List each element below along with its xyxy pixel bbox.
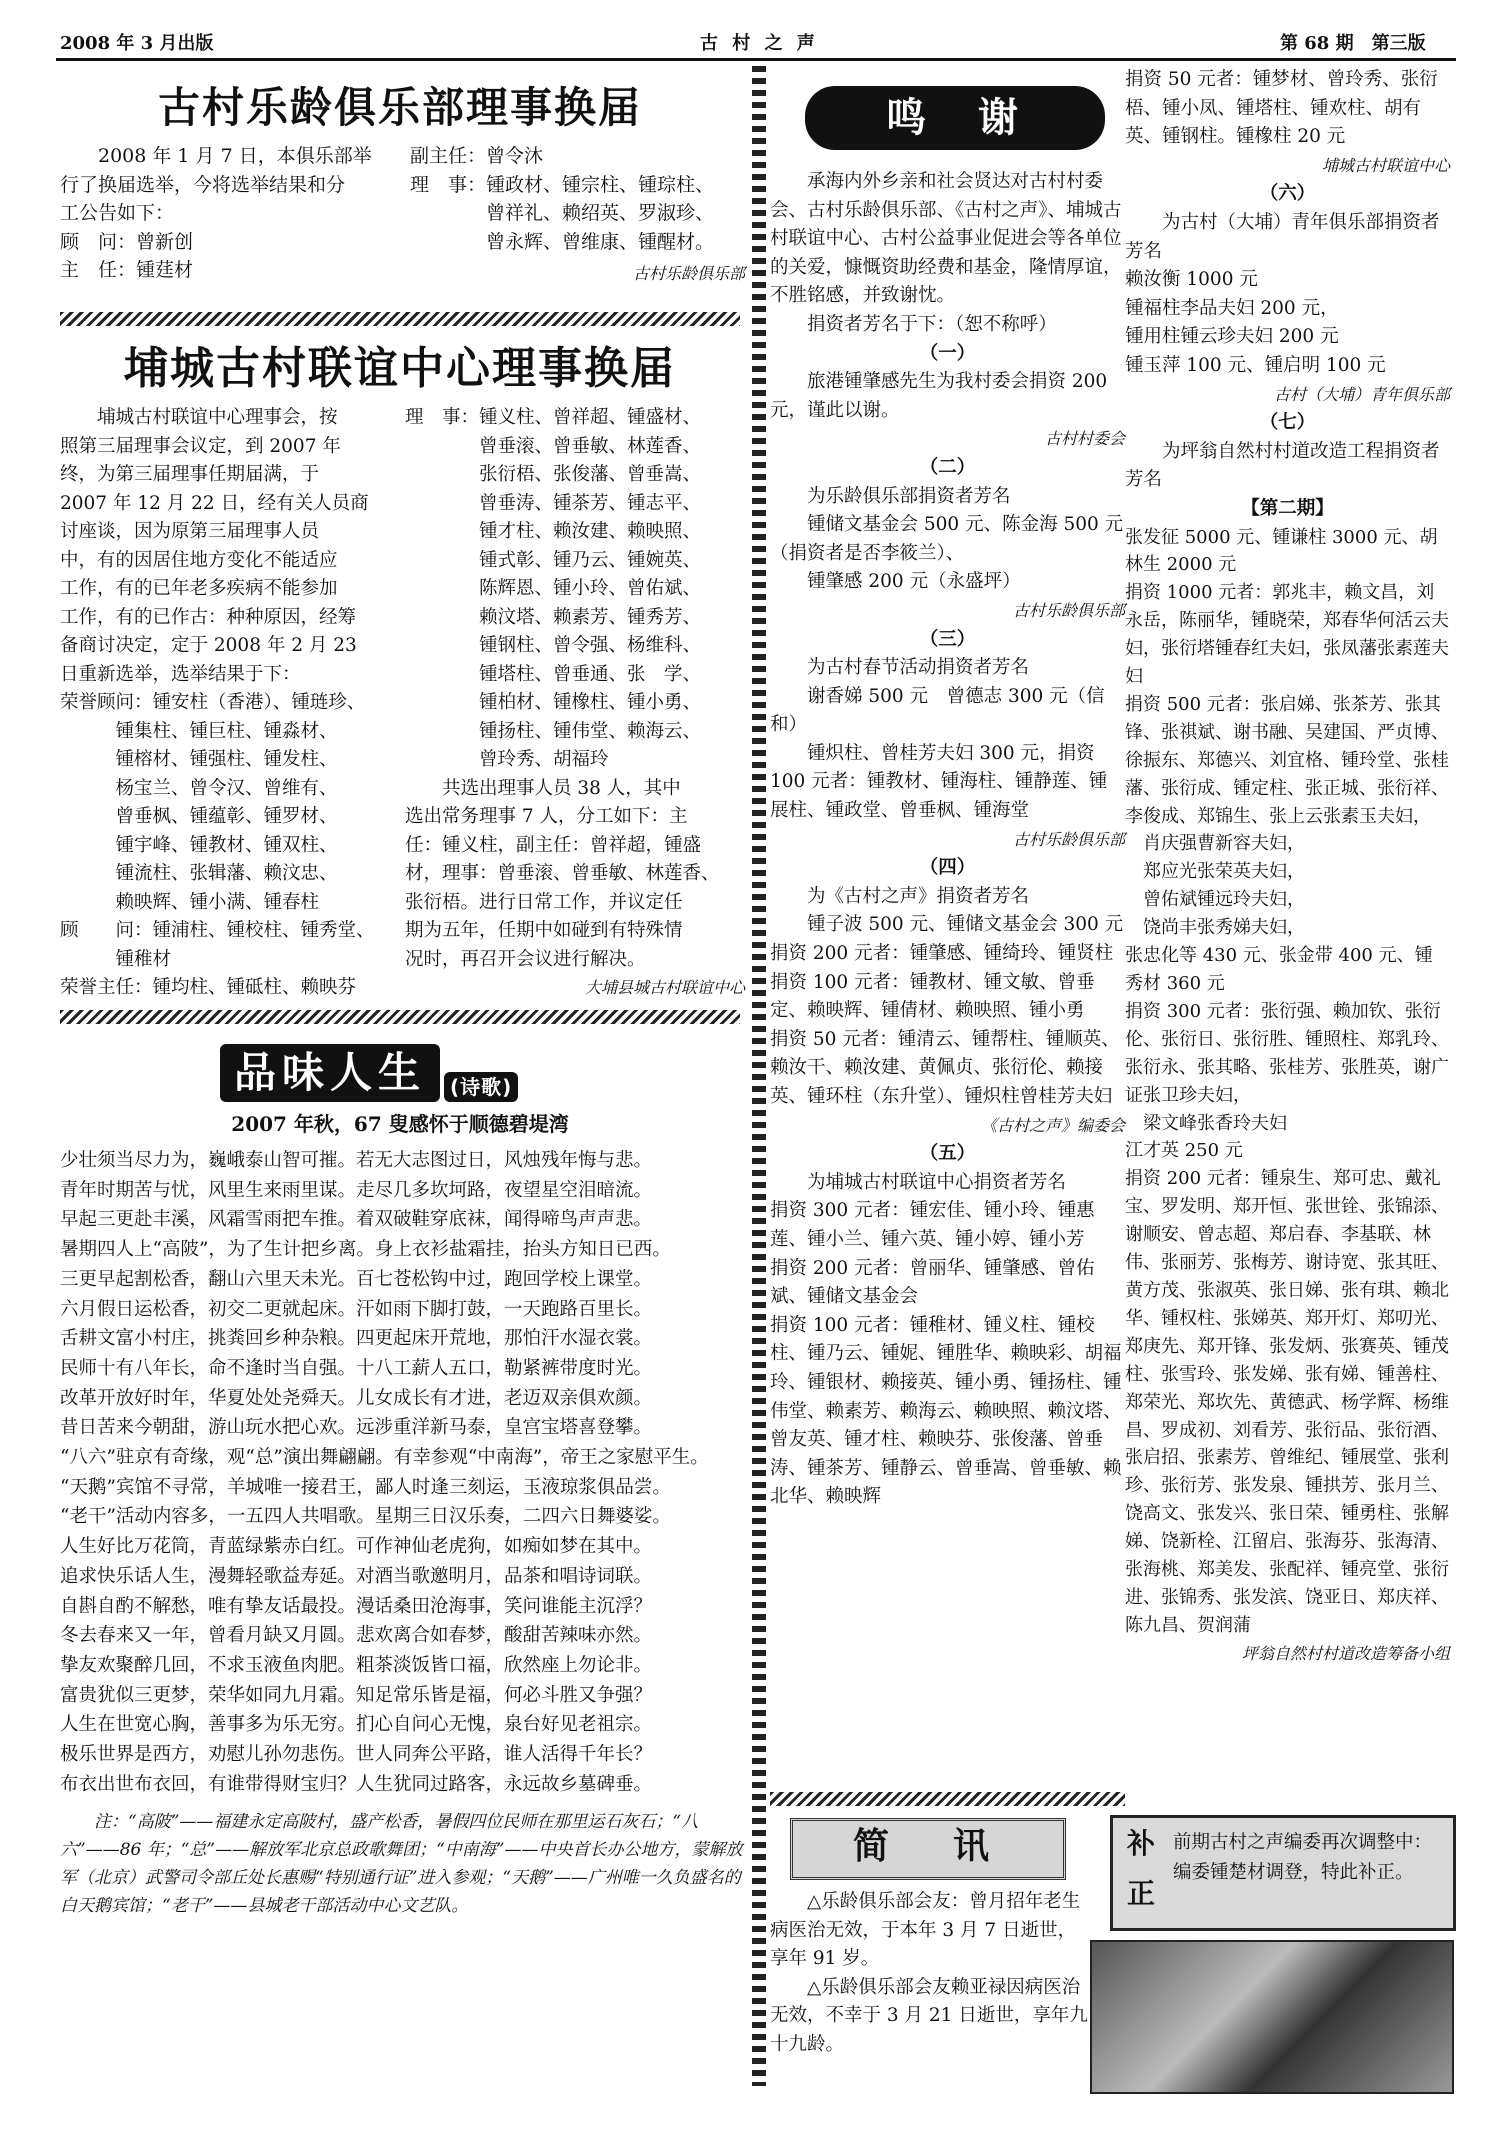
col3-s6-sig: 古村（大埔）青年俱乐部 [1273, 384, 1450, 404]
poem-line: 民师十有八年长，命不逢时当自强。十八工薪人五口，勒紧裤带度时光。 [60, 1357, 653, 1379]
article3-subtitle: 2007 年秋，67 叟感怀于顺德碧堤湾 [231, 1112, 569, 1136]
thanks-title: 鸣 谢 [805, 86, 1105, 150]
thanks-s1-sig: 古村村委会 [1044, 429, 1125, 449]
poem-line: “老干”活动内容多，一五四人共唱歌。星期三日汉乐奏，二四六日舞婆娑。 [60, 1506, 671, 1528]
poem-line: 极乐世界是西方，劝慰儿孙勿悲伤。世人同奔公平路，谁人活得千年长？ [60, 1744, 653, 1766]
article1-left-text: 2008 年 1 月 7 日，本俱乐部举 行了换届选举，今将选举结果和分 工公告如下： 顾 问：曾新创 主 任：锺莛材 [60, 145, 372, 282]
col3-s7-list: 张发征 5000 元、锺谦柱 3000 元、胡林生 2000 元 捐资 1000 元者：郭兆丰，赖文昌，刘永岳，陈丽华，锺晓荣，郑春华何活云夫妇，张衍塔锺春红夫妇，张凤藩张素莲夫妇 捐资 500 元者：张启娣、张茶芳、张其锋、张祺斌、谢书融、吴建国、严贞博、徐振东、郑德兴、刘宜格、锺玲堂、张桂藩、张衍成、锺定柱、张正城、张衍祥、李俊成、郑锦生、张上云张素玉夫妇， 肖庆强曹新容夫妇， 郑应光张荣英夫妇， 曾佑斌锺远玲夫妇， 饶尚丰张秀娣夫妇， 张忠化等 430 元、张金带 400 元、锺秀材 360 元 捐资 300 元者：张衍强、赖加钦、张衍伦、张衍日、张衍胜、锺照柱、郑乳玲、张衍永、张其略、张桂芳、张胜英，谢广证张卫珍夫妇， 梁文峰张香玲夫妇 江才英 250 元 捐资 200 元者：锺泉生、郑可忠、戴礼宝、罗发明、郑开恒、张世铨、张锦添、谢顺安、曾志超、郑启春、李基联、林伟、张丽芳、张梅芳、谢诗宽、张其旺、黄方茂、张淑英、张日娣、张有琪、赖北华、锺权柱、张娣英、郑开灯、郑叨光、郑庚先、郑开锋、张发炳、张赛英、锺茂柱、张雪玲、张发娣、张有娣、锺善柱、郑荣光、郑坎先、黄德武、杨学辉、杨维昌、罗成初、刘看芳、张衍品、张衍酒、张启招、张素芳、曾维纪、锺展堂、张利珍、张衍芳、张发泉、锺拱芳、张月兰、饶高文、张发兴、张日荣、锺勇柱、张解娣、饶新栓、江留启、张海芬、张海清、张海桃、郑美发、张配祥、锺亮堂、张衍进、张锦秀、张发滨、饶亚日、郑庆祥、陈九昌、贺润蒲 [1125, 526, 1449, 1636]
article1-right-text: 副主任：曾令沐 理 事：锺政材、锺宗柱、锺琮柱、 曾祥礼、赖绍英、罗淑珍、 曾永辉、曾维康、锺醒材。 [410, 145, 715, 253]
poem-line: 布衣出世布衣回，有谁带得财宝归？人生犹同过路客，永远故乡墓碑垂。 [60, 1773, 653, 1795]
poem-line: 人生在世宽心胸，善事多为乐无穷。扪心自问心无愧，泉台好见老祖宗。 [60, 1714, 653, 1736]
poem-body [60, 1146, 750, 1799]
article2-col1: 埔城古村联谊中心理事会，按 照第三届理事会议定，到 2007 年 终，为第三届理事任期届满，于 2007 年 12 月 22 日，经有关人员商 讨座谈，因为原第三届理事人员 中，有的因居住地方变化不能适应 工作，有的已年老多疾病不能参加 工作，有的已作古：种种原因，经筹 备商讨决定，定于 2008 年 2 月 23 日重新选举，选举结果于下： 荣誉顾问：锺安柱（香港）、锺琏珍、 锺集柱、锺巨柱、锺淼材、 锺榕材、锺强柱、锺发柱、 杨宝兰、曾令汉、曾维有、 曾垂枫、锺蕴彰、锺罗材、 锺宇峰、锺教材、锺双柱、 锺流柱、张辑藩、赖汶忠、 赖映辉、锺小满、锺春柱 顾 问：锺浦柱、锺校柱、锺秀堂、 锺稚材 荣誉主任：锺均柱、锺砥柱、赖映芬 [60, 407, 375, 998]
issue-date: 2008 年 3 月出版 [60, 33, 214, 54]
decorative-butterfly-image [1090, 1940, 1454, 2094]
article2-title: 埔城古村联谊中心理事换届 [124, 343, 676, 394]
thanks-s1-head: （一） [919, 342, 976, 364]
poem-line: 少壮须当尽力为，巍峨泰山智可摧。若无大志图过日，风烛残年悔与悲。 [60, 1150, 653, 1171]
poem-line: “天鹅”宾馆不寻常，羊城唯一接君王，鄙人时逢三刻运，玉液琼浆俱品尝。 [60, 1476, 671, 1498]
article2-col2: 理 事：锺义柱、曾祥超、锺盛材、 曾垂滚、曾垂敏、林莲香、 张衍梧、张俊藩、曾垂嵩、 曾垂涛、锺茶芳、锺志平、 锺才柱、赖汝建、赖映照、 锺式彰、锺乃云、锺婉英、 陈辉恩、锺小玲、曾佑斌、 赖汶塔、赖素芳、锺秀芳、 锺钢柱、曾令强、杨维科、 锺塔柱、曾垂通、张 学、 锺柏材、锺橡柱、锺小勇、 锺扬柱、锺伟堂、赖海云、 曾玲秀、胡福玲 共选出理事人员 38 人，其中 选出常务理事 7 人，分工如下：主 任：锺义柱，副主任：曾祥超，锺盛 材，理事：曾垂滚、曾垂敏、林莲香、 张衍梧。进行日常工作，并议定任 期为五年，任期中如碰到有特殊情 况时，再召开会议进行解决。 [405, 407, 720, 970]
thanks-s2-sig: 古村乐龄俱乐部 [1012, 600, 1125, 620]
thanks-s5-head: （五） [919, 1143, 976, 1165]
section-divider [60, 312, 740, 326]
issue-number: 第 68 期 第三版 [1280, 33, 1426, 54]
thanks-s3-text: 为古村春节活动捐资者芳名 谢香娣 500 元 曾德志 300 元（信和） 锺炽柱、曾桂芳夫妇 300 元，捐资 100 元者：锺教材、锺海柱、锺静莲、锺展柱、锺政堂、曾垂枫、锺海堂 [770, 657, 1108, 822]
poem-line: 改革开放好时年，华夏处处尧舜天。儿女成长有才进，老迈双亲俱欢颜。 [60, 1387, 653, 1409]
col3-s7-sig: 坪翁自然村村道改造筹备小组 [1241, 1643, 1450, 1663]
thanks-s4-text: 为《古村之声》捐资者芳名 锺子波 500 元、锺储文基金会 300 元 捐资 200 元者：锺肇感、锺绮玲、锺贤柱 捐资 100 元者：锺教材、锺文敏、曾垂定、赖映辉、锺倩材、赖映照、锺小勇 捐资 50 元者：锺清云、锺帮柱、锺顺英、赖汝干、赖汝建、黄佩贞、张衍伦、赖接英、锺环柱（东升堂）、锺炽柱曾桂芳夫妇 [770, 885, 1124, 1107]
brief-text: △乐龄俱乐部会友：曾月招年老生病医治无效，于本年 3 月 7 日逝世，享年 91 岁。 △乐龄俱乐部会友赖亚禄因病医治无效，不幸于 3 月 21 日逝世，享年九十九龄。 [770, 1891, 1088, 2055]
poem-line: 三更早起割松香，翻山六里天未光。百七苍松钩中过，跑回学校上课堂。 [60, 1268, 653, 1290]
thanks-s4-sig: 《古村之声》编委会 [980, 1115, 1125, 1135]
poem-line: “八六”驻京有奇缘，观“总”演出舞翩翩。有幸参观“中南海”，帝王之家慰平生。 [60, 1447, 709, 1469]
thanks-s3-head: （三） [919, 628, 976, 650]
section-divider [60, 1010, 740, 1024]
poem-line: 昔日苦来今朝甜，游山玩水把心欢。远涉重洋新马泰，皇宫宝塔喜登攀。 [60, 1417, 653, 1439]
thanks-s5-text: 为埔城古村联谊中心捐资者芳名 捐资 300 元者：锺宏佳、锺小玲、锺惠莲、锺小兰、锺六英、锺小婷、锺小芳 捐资 200 元者：曾丽华、锺肇感、曾佑斌、锺储文基金会 捐资 100 元者：锺稚材、锺义柱、锺校柱、锺乃云、锺妮、锺胜华、赖映彩、胡福玲、锺银材、赖接英、锺小勇、锺扬柱、锺伟堂、赖素芳、赖海云、赖映照、赖汶塔、曾友英、锺才柱、赖映芬、张俊藩、曾垂涛、锺茶芳、锺静云、曾垂嵩、曾垂敏、赖北华、赖映辉 [770, 1171, 1122, 1508]
thanks-intro: 承海内外乡亲和社会贤达对古村村委会、古村乐龄俱乐部、《古村之声》、埔城古村联谊中心、古村公益事业促进会等各单位的关爱，慷慨资助经费和基金，隆情厚谊，不胜铭感，并致谢忱。 捐资者芳名于下：（恕不称呼） [770, 171, 1122, 335]
correction-box [1110, 1815, 1456, 1931]
thanks-s3-sig: 古村乐龄俱乐部 [1012, 829, 1125, 849]
thanks-s2-text: 为乐龄俱乐部捐资者芳名 锺储文基金会 500 元、陈金海 500 元（捐资者是否李筱兰）、 锺肇感 200 元（永盛坪） [770, 485, 1124, 593]
article3-title: 品味人生 [220, 1044, 440, 1102]
col3-s6-text: 为古村（大埔）青年俱乐部捐资者芳名 赖汝衡 1000 元 锺福柱李品夫妇 200 元， 锺用柱锺云珍夫妇 200 元 锺玉萍 100 元、锺启明 100 元 [1125, 211, 1440, 376]
article2-signature: 大埔县城古村联谊中心 [584, 978, 745, 997]
article3-title-tag: (诗歌) [444, 1072, 518, 1102]
correction-text: 前期古村之声编委再次调整中：编委锺楚材调登，特此补正。 [1173, 1832, 1433, 1883]
poem-line: 冬去春来又一年，曾看月缺又月圆。悲欢离合如春梦，酸甜苦辣味亦然。 [60, 1625, 653, 1647]
poem-line: 六月假日运松香，初交二更就起床。汗如雨下脚打鼓，一天跑路百里长。 [60, 1298, 653, 1320]
col3-s6-head: （六） [1259, 183, 1316, 205]
article1-signature: 古村乐龄俱乐部 [632, 264, 745, 284]
poem-line: 早起三更赴丰溪，风霜雪雨把车推。着双破鞋穿底袜，闻得啼鸟声声悲。 [60, 1209, 653, 1231]
newspaper-name: 古 村 之 声 [700, 33, 819, 54]
thanks-s2-head: （二） [919, 456, 976, 478]
section-divider [770, 1792, 1125, 1806]
poem-line: 挚友欢聚醉几回，不求玉液鱼肉肥。粗茶淡饭皆口福，欣然座上勿论非。 [60, 1654, 653, 1676]
column-divider [752, 66, 766, 2086]
col3-s5-sig: 埔城古村联谊中心 [1321, 155, 1450, 175]
poem-line: 自斟自酌不解愁，唯有挚友话最投。漫话桑田沧海事，笑问谁能主沉浮？ [60, 1595, 653, 1617]
poem-line: 暑期四人上“高陂”，为了生计把乡离。身上衣衫盐霜挂，抬头方知日已西。 [60, 1239, 671, 1261]
correction-label-2: 正 [1127, 1877, 1156, 1910]
poem-note: 注：“高陂”——福建永定高陂村，盛产松香，暑假四位民师在那里运石灰石；“八六”——86 年；“总”——解放军北京总政歌舞团；“中南海”——中央首长办公地方，蒙解放军（北京）武警司令部丘处长惠赐“特别通行证”进入参观；“天鹅”——广州唯一久负盛名的白天鹅宾馆；“老干”——县城老干部活动中心文艺队。 [60, 1812, 743, 1916]
poem-line: 舌耕文富小村庄，挑粪回乡种杂粮。四更起床开荒地，那怕汗水湿衣裳。 [60, 1328, 653, 1350]
col3-s7-head: （七） [1259, 412, 1316, 434]
header-rule [56, 58, 1456, 61]
poem-line: 人生好比万花筒，青蓝绿紫赤白红。可作神仙老虎狗，如痴如梦在其中。 [60, 1536, 653, 1558]
poem-line: 富贵犹似三更梦，荣华如同九月霜。知足常乐皆是福，何必斗胜又争强？ [60, 1684, 653, 1706]
poem-line: 追求快乐话人生，漫舞轻歌益寿延。对酒当歌邀明月，品茶和唱诗词联。 [60, 1565, 653, 1587]
article1-title: 古村乐龄俱乐部理事换届 [157, 83, 642, 132]
poem-line: 青年时期苦与忧，风里生来雨里谋。走尽几多坎坷路，夜望星空泪暗流。 [60, 1179, 653, 1201]
correction-label-1: 补 [1127, 1827, 1156, 1860]
col3-s5-tail: 捐资 50 元者：锺梦材、曾玲秀、张衍梧、锺小凤、锺塔柱、锺欢柱、胡有英、锺钢柱。锺橡柱 20 元 [1125, 69, 1438, 148]
col3-s7-sub: 【第二期】 [1241, 497, 1334, 519]
col3-s7-text: 为坪翁自然村村道改造工程捐资者芳名 [1125, 440, 1440, 491]
brief-title: 简 讯 [790, 1818, 1066, 1880]
thanks-s4-head: （四） [919, 857, 976, 879]
thanks-s1-text: 旅港锺肇感先生为我村委会捐资 200 元，谨此以谢。 [770, 371, 1114, 421]
